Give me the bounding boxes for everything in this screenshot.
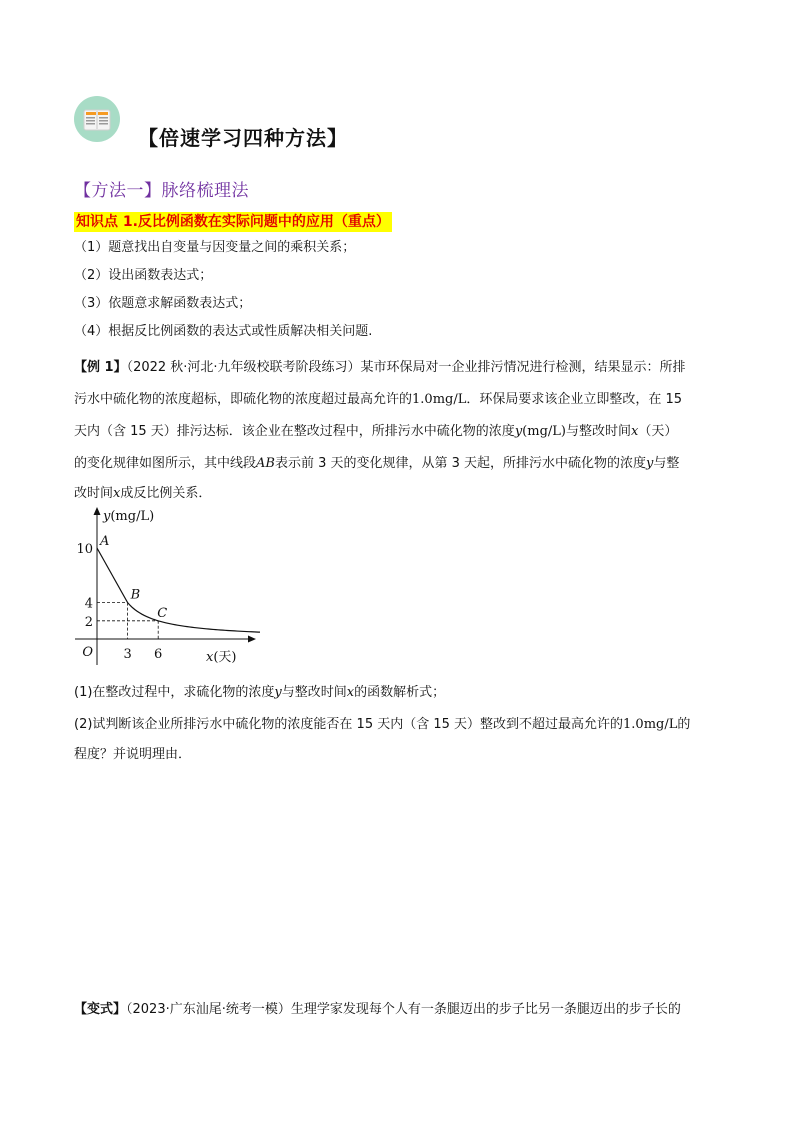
example-line: 的变化规律如图所示，其中线段AB表示前 3 天的变化规律，从第 3 天起，所排污水中硫化物的浓度y与整 xyxy=(74,456,680,471)
point-label-a: A xyxy=(100,534,110,549)
series xyxy=(97,548,260,633)
x-axis-arrow xyxy=(248,636,256,643)
example-line: 天内（含 15 天）排污达标．该企业在整改过程中，所排污水中硫化物的浓度y(mg/L)与整改时间x（天） xyxy=(74,424,678,439)
point-label-c: C xyxy=(157,605,168,621)
step-item: （4）根据反比例函数的表达式或性质解决相关问题. xyxy=(74,324,373,339)
step-item: （3）依题意求解函数表达式； xyxy=(74,296,252,311)
x-tick-label: 6 xyxy=(154,647,163,662)
page-title: 【倍速学习四种方法】 xyxy=(138,126,348,150)
step-item: （2）设出函数表达式； xyxy=(74,268,213,283)
example-line: 污水中硫化物的浓度超标，即硫化物的浓度超过最高允许的1.0mg/L．环保局要求该企业立即整改，在 15 xyxy=(74,392,683,407)
inverse-curve xyxy=(128,603,260,633)
y-tick-label: 2 xyxy=(84,614,93,630)
knowledge-point-title: 知识点 1.反比例函数在实际问题中的应用（重点） xyxy=(76,214,390,230)
axes xyxy=(75,507,256,665)
function-graph xyxy=(70,505,260,671)
example-line: 改时间x成反比例关系． xyxy=(74,486,212,501)
step-item: （1）题意找出自变量与因变量之间的乘积关系； xyxy=(74,240,356,255)
question-line: 程度？并说明理由． xyxy=(74,747,192,762)
question-line: (1)在整改过程中，求硫化物的浓度y与整改时间x的函数解析式； xyxy=(74,685,446,700)
guide-lines xyxy=(97,603,158,639)
labels xyxy=(76,509,236,665)
method-title: 【方法一】脉络梳理法 xyxy=(74,181,249,201)
x-axis-label: x(天) xyxy=(206,650,237,665)
point-label-b: B xyxy=(130,587,141,603)
origin-label: O xyxy=(82,645,93,660)
y-tick-label: 10 xyxy=(76,542,93,557)
y-axis-arrow xyxy=(94,507,101,515)
example-line: 【例 1】（2022 秋·河北·九年级校联考阶段练习）某市环保局对一企业排污情况进行检测，结果显示：所排 xyxy=(74,360,686,375)
question-line: (2)试判断该企业所排污水中硫化物的浓度能否在 15 天内（含 15 天）整改到不超过最高允许的1.0mg/L的 xyxy=(74,717,691,732)
segment-ab xyxy=(97,548,128,603)
variant-line: 【变式】（2023·广东汕尾·统考一模）生理学家发现每个人有一条腿迈出的步子比另一条腿迈出的步子长的 xyxy=(74,1002,681,1017)
x-tick-label: 3 xyxy=(123,647,132,662)
y-axis-label: y(mg/L) xyxy=(103,509,155,524)
y-tick-label: 4 xyxy=(84,596,93,612)
variant-label: 【变式】 xyxy=(74,1002,127,1017)
document-book-icon xyxy=(74,96,120,142)
example-label: 【例 1】 xyxy=(74,360,127,375)
